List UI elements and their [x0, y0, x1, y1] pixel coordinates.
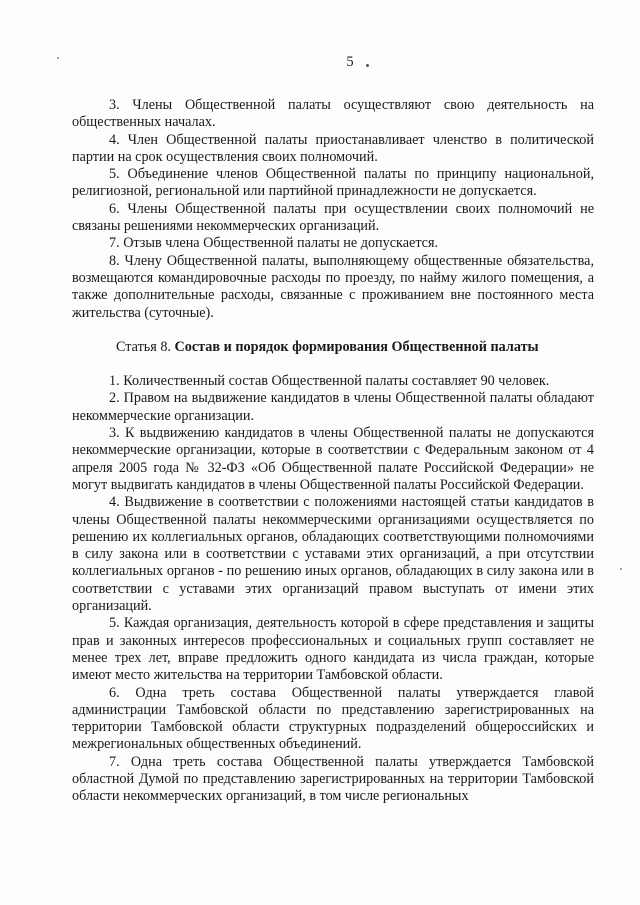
paragraph: 3. К выдвижению кандидатов в члены Общественной палаты не допускаются некоммерческие организации, которые в соответствии с Федеральным законом от 4 апреля 2005 года № 32-ФЗ «Об Общественной палате Российской Федерации» не могут выдвигать кандидатов в члены Общественной палаты Российской Федерации.	[72, 425, 594, 493]
paragraph: 4. Выдвижение в соответствии с положениями настоящей статьи кандидатов в члены Общественной палаты некоммерческими организациями осуществляется по решению их коллегиальных органов, обладающих соответствующими полномочиями в силу закона или в соответствии с уставами этих организаций, а при отсутствии коллегиальных органов - по решению иных органов, обладающих в силу закона или в соответствии с уставами этих организаций правом выступать от имени этих организаций.	[72, 494, 594, 615]
paragraph: 2. Правом на выдвижение кандидатов в члены Общественной палаты обладают некоммерческие организации.	[72, 390, 594, 424]
scan-speck	[57, 57, 59, 59]
page-number: 5	[346, 54, 354, 70]
scan-speck	[620, 568, 622, 570]
article-prefix: Статья 8.	[116, 338, 171, 355]
paragraph: 3. Члены Общественной палаты осуществляют свою деятельность на общественных началах.	[72, 97, 594, 131]
article-heading	[72, 339, 594, 356]
paragraph: 6. Одна треть состава Общественной палаты утверждается главой администрации Тамбовской области по представлению зарегистрированных на территории Тамбовской области структурных подразделений общероссийских и межрегиональных общественных объединений.	[72, 684, 594, 753]
article-title: Состав и порядок формирования Общественной палаты	[174, 338, 539, 355]
paragraph: 4. Член Общественной палаты приостанавливает членство в политической партии на срок осуществления своих полномочий.	[72, 131, 594, 165]
scan-mark	[366, 64, 369, 67]
paragraph: 5. Объединение членов Общественной палаты по принципу национальной, религиозной, региональной или партийной принадлежности не допускается.	[72, 166, 594, 200]
paragraph: 8. Члену Общественной палаты, выполняющему общественные обязательства, возмещаются командировочные расходы по проезду, по найму жилого помещения, а также дополнительные расходы, связанные с проживанием вне постоянного места жительства (суточные).	[72, 252, 594, 321]
paragraph: 1. Количественный состав Общественной палаты составляет 90 человек.	[109, 373, 550, 390]
paragraph: 5. Каждая организация, деятельность которой в сфере представления и защиты прав и законных интересов профессиональных и социальных групп составляет не менее трех лет, вправе предложить одного кандидата из числа граждан, которые имеют место жительства на территории Тамбовской области.	[72, 615, 594, 684]
document-body	[72, 97, 594, 806]
paragraph: 7. Одна треть состава Общественной палаты утверждается Тамбовской областной Думой по представлению зарегистрированных на территории Тамбовской области некоммерческих организаций, в том числе региональных	[72, 753, 594, 805]
paragraph: 7. Отзыв члена Общественной палаты не допускается.	[109, 235, 439, 252]
paragraph: 6. Члены Общественной палаты при осуществлении своих полномочий не связаны решениями некоммерческих организаций.	[72, 200, 594, 235]
